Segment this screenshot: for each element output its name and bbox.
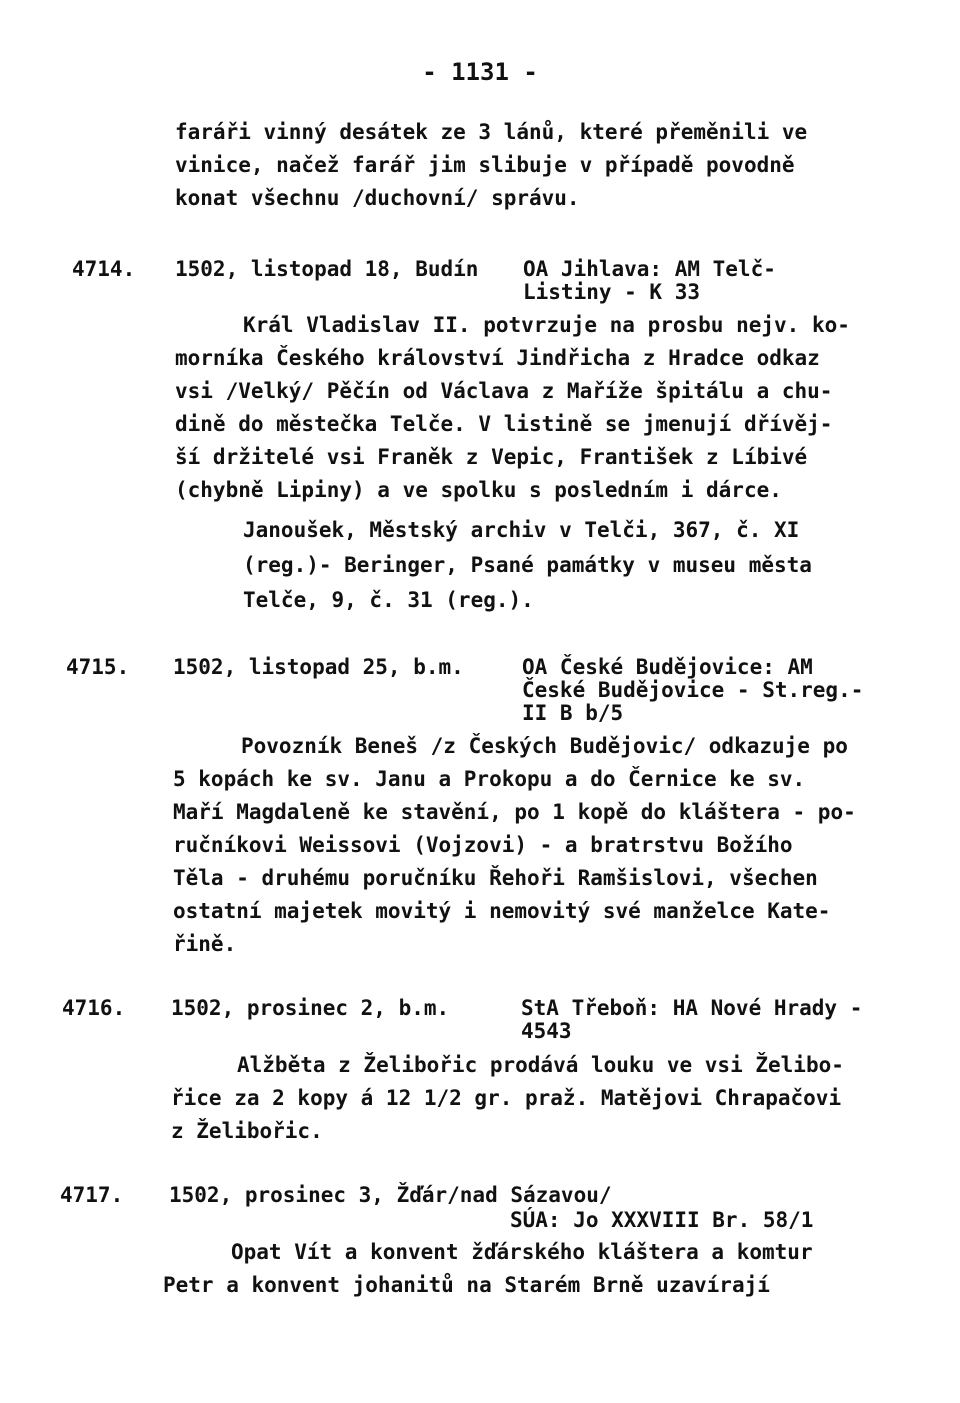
entry-date: 1502, prosinec 3, Žďár/nad Sázavou/ [169, 1183, 612, 1207]
entry-archive-line: II B b/5 [522, 701, 624, 725]
entry-body-line: řice za 2 kopy á 12 1/2 gr. praž. Matějovi Chrapačovi [171, 1086, 842, 1110]
entry-body-line: Alžběta z Želibořic prodává louku ve vsi Želibo- [237, 1053, 844, 1077]
intro-line: konat všechnu /duchovní/ správu. [175, 186, 580, 210]
entry-reference-line: Janoušek, Městský archiv v Telči, 367, č. XI [243, 518, 800, 542]
entry-date: 1502, listopad 25, b.m. [173, 655, 464, 679]
entry-number: 4714. [72, 257, 136, 281]
entry-body-line: ostatní majetek movitý i nemovitý své manželce Kate- [173, 899, 831, 923]
entry-body-line: Maří Magdaleně ke stavění, po 1 kopě do kláštera - po- [173, 800, 856, 824]
entry-body-line: morníka Českého království Jindřicha z Hradce odkaz [175, 346, 820, 370]
intro-line: faráři vinný desátek ze 3 lánů, které přeměnili ve [175, 120, 808, 144]
entry-body-line: dině do městečka Telče. V listině se jmenují dřívěj- [175, 412, 833, 436]
entry-number: 4717. [60, 1183, 124, 1207]
intro-line: vinice, načež farář jim slibuje v případě povodně [175, 153, 795, 177]
entry-number: 4716. [62, 996, 126, 1020]
entry-archive-line: České Budějovice - St.reg.- [522, 678, 864, 702]
entry-body-line: (chybně Lipiny) a ve spolku s posledním i dárce. [175, 478, 782, 502]
entry-body-line: ručníkovi Weissovi (Vojzovi) - a bratrstvu Božího [173, 833, 793, 857]
entry-body-line: řině. [173, 932, 237, 956]
entry-reference-line: Telče, 9, č. 31 (reg.). [243, 588, 534, 612]
entry-body-line: Povozník Beneš /z Českých Budějovic/ odkazuje po [241, 734, 848, 758]
entry-reference-line: (reg.)- Beringer, Psané památky v museu města [243, 553, 812, 577]
entry-archive-line: SÚA: Jo XXXVIII Br. 58/1 [510, 1208, 814, 1232]
entry-archive-line: OA Jihlava: AM Telč- [523, 257, 776, 281]
entry-body-line: vsi /Velký/ Pěčín od Václava z Maříže špitálu a chu- [175, 379, 833, 403]
entry-archive-line: StA Třeboň: HA Nové Hrady - [521, 996, 863, 1020]
entry-number: 4715. [66, 655, 130, 679]
page-number: - 1131 - [422, 58, 538, 86]
entry-date: 1502, listopad 18, Budín [175, 257, 479, 281]
entry-archive-line: 4543 [521, 1019, 572, 1043]
entry-date: 1502, prosinec 2, b.m. [171, 996, 450, 1020]
entry-body-line: Král Vladislav II. potvrzuje na prosbu nejv. ko- [243, 313, 850, 337]
entry-archive-line: Listiny - K 33 [523, 280, 701, 304]
entry-body-line: ší držitelé vsi Franěk z Vepic, František z Líbivé [175, 445, 808, 469]
entry-body-line: Opat Vít a konvent žďárského kláštera a komtur [231, 1240, 813, 1264]
entry-body-line: Těla - druhému poručníku Řehoři Ramšislovi, všechen [173, 866, 818, 890]
entry-body-line: Petr a konvent johanitů na Starém Brně uzavírají [163, 1273, 770, 1297]
entry-archive-line: OA České Budějovice: AM [522, 655, 813, 679]
entry-body-line: 5 kopách ke sv. Janu a Prokopu a do Černice ke sv. [173, 767, 806, 791]
entry-body-line: z Želibořic. [171, 1119, 323, 1143]
